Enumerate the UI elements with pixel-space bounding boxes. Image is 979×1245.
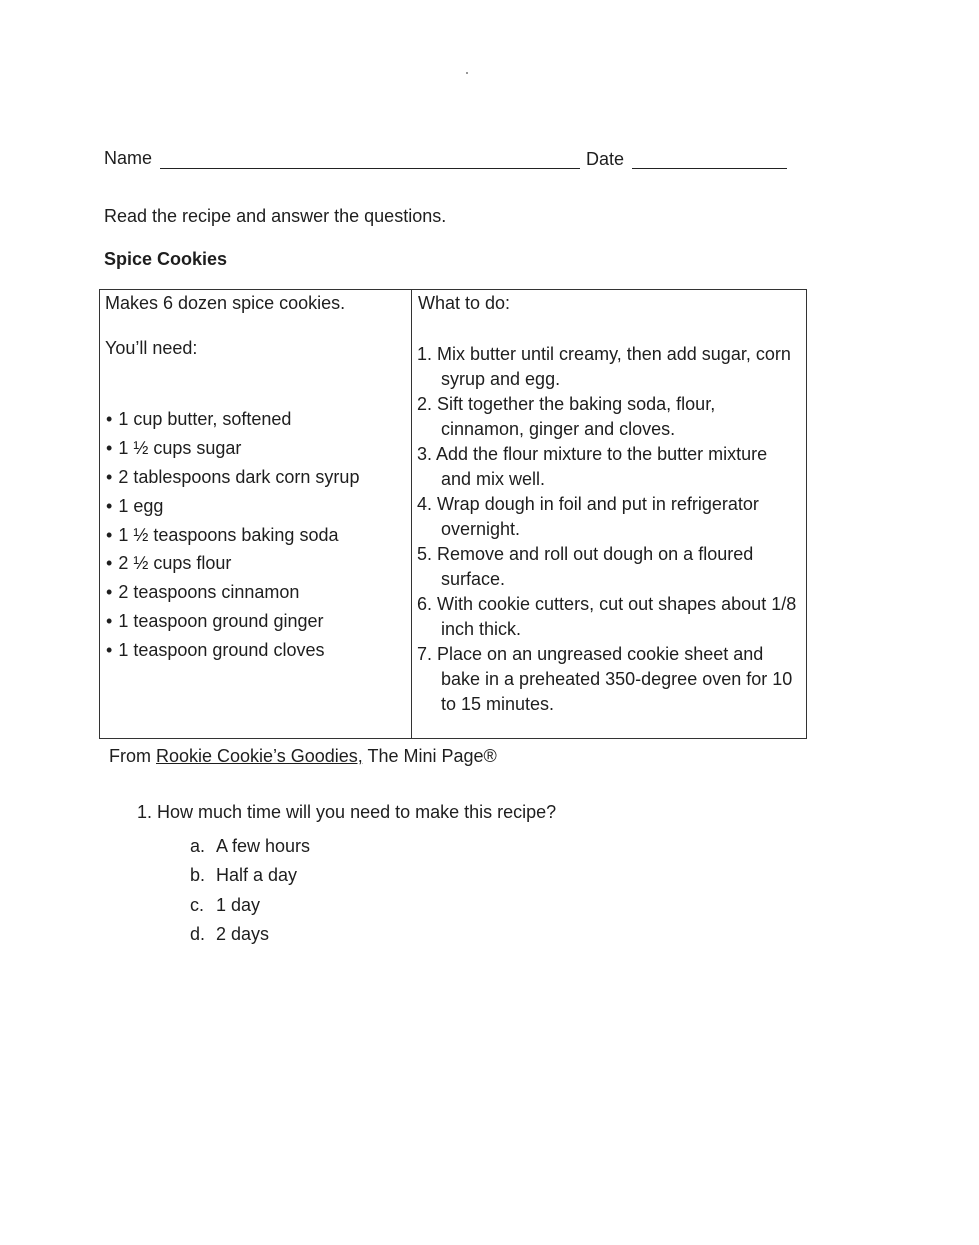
option-letter: d.	[190, 923, 206, 944]
ingredients-list	[106, 408, 359, 668]
source-prefix: From	[109, 746, 156, 766]
steps-list	[417, 342, 802, 717]
answer-option[interactable]	[190, 861, 310, 890]
ingredient-item: • 1 egg	[106, 495, 359, 524]
ingredient-item: • 2 tablespoons dark corn syrup	[106, 466, 359, 495]
source-book-title: Rookie Cookie’s Goodies,	[156, 746, 363, 766]
ingredients-heading: You’ll need:	[105, 338, 198, 358]
step-item: 3. Add the flour mixture to the butter mixture and mix well.	[417, 444, 768, 489]
option-letter: a.	[190, 836, 206, 856]
ingredient-item: • 1 ½ teaspoons baking soda	[106, 524, 359, 553]
source-citation	[109, 745, 497, 767]
date-label: Date	[586, 149, 625, 169]
answer-option[interactable]	[190, 920, 310, 949]
option-text: A few hours	[216, 836, 311, 856]
name-blank-line[interactable]	[160, 168, 580, 169]
option-letter: c.	[190, 894, 205, 915]
ingredient-item: • 1 cup butter, softened	[106, 408, 359, 437]
recipe-table-divider	[411, 289, 412, 739]
step-item: 5. Remove and roll out dough on a floured surface.	[417, 544, 754, 589]
option-text: 1 day	[216, 894, 261, 915]
answer-option[interactable]	[190, 832, 310, 861]
step-item: 6. With cookie cutters, cut out shapes about 1/8 inch thick.	[417, 594, 797, 639]
name-label: Name	[104, 148, 153, 168]
ingredient-item: • 1 teaspoon ground ginger	[106, 610, 359, 639]
answer-options	[190, 832, 310, 949]
ingredient-item: • 2 teaspoons cinnamon	[106, 581, 359, 610]
ingredient-item: • 1 teaspoon ground cloves	[106, 639, 359, 668]
instructions-text: Read the recipe and answer the questions.	[104, 206, 447, 226]
source-suffix: The Mini Page®	[362, 746, 497, 766]
recipe-title: Spice Cookies	[104, 249, 228, 269]
ingredient-item: • 1 ½ cups sugar	[106, 437, 359, 466]
option-text: 2 days	[216, 923, 270, 944]
steps-heading: What to do:	[418, 293, 511, 313]
step-item: 2. Sift together the baking soda, flour, cinnamon, ginger and cloves.	[417, 394, 716, 439]
question-text: 1. How much time will you need to make this recipe?	[137, 802, 557, 822]
ingredient-item: • 2 ½ cups flour	[106, 552, 359, 581]
step-item: 7. Place on an ungreased cookie sheet and bake in a preheated 350-degree oven for 10 to 15 minutes.	[417, 644, 793, 714]
option-text: Half a day	[216, 865, 298, 886]
step-item: 1. Mix butter until creamy, then add sugar, corn syrup and egg.	[417, 344, 791, 389]
date-blank-line[interactable]	[632, 168, 787, 169]
scan-speck	[466, 72, 468, 74]
recipe-yield: Makes 6 dozen spice cookies.	[105, 293, 346, 313]
option-letter: b.	[190, 865, 206, 886]
answer-option[interactable]	[190, 891, 310, 920]
step-item: 4. Wrap dough in foil and put in refrigerator overnight.	[417, 494, 759, 539]
